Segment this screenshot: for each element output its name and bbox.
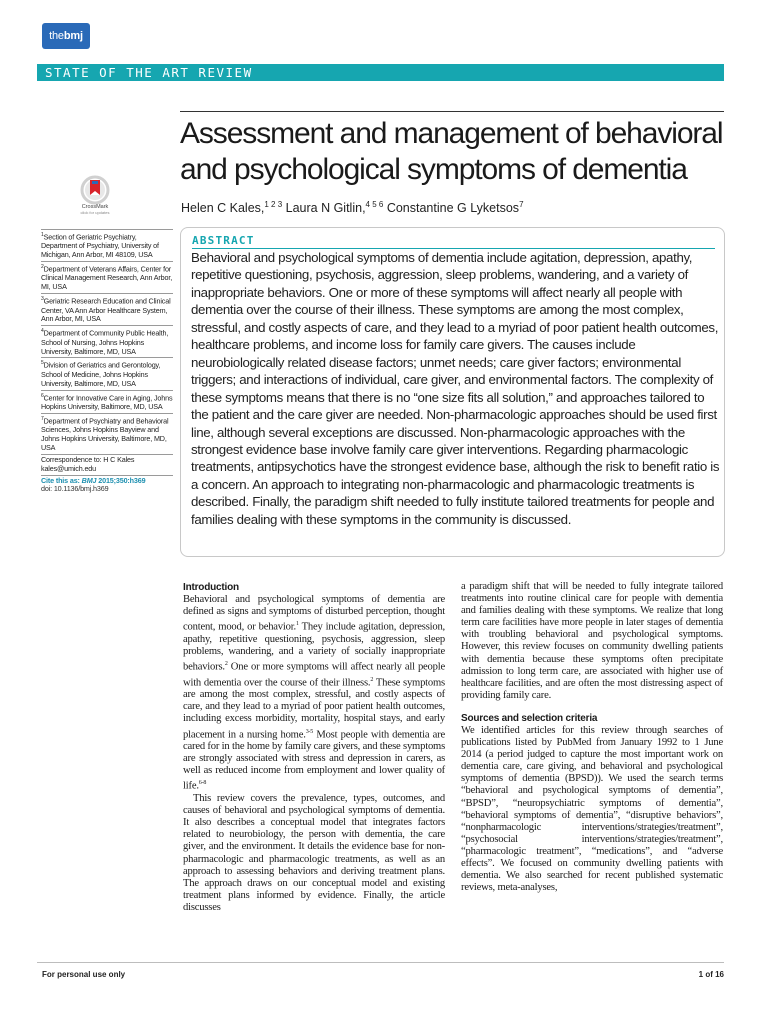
correspondence-email[interactable]: kales@umich.edu [41,463,96,473]
citation-ref: 2 [370,676,374,683]
affiliations-sidebar [41,229,173,494]
section-heading-sources: Sources and selection criteria [461,712,598,724]
section-heading-introduction: Introduction [183,582,239,593]
paragraph: This review covers the prevalence, types, outcomes, and causes of behavioral and psychological symptoms of dementia. It also describes a conceptual model that integrates factors related to neurobiology, the person with dementia, the care giver, and the environment. It details the evidence base for non-pharmacologic and pharmacologic treatments, as well as an approach to assessing behaviors and deriving treatment plans. The approach draws on our conceptual model and existing treatment plans informed by evidence. Finally, the article discusses [183,793,445,913]
cite-journal: BMJ [81,475,97,485]
abstract-heading: ABSTRACT [192,234,255,247]
affiliation-item: $^2$Department of Veterans Affairs, Center for Clinical Management Research, Ann Arbor, MI, USA [41,261,173,292]
correspondence-label: Correspondence to: [41,454,102,464]
citation-ref: 2 [224,661,228,667]
paragraph: We identified articles for this review through searches of publications listed by PubMed from January 1992 to 1 June 2014 (a period judged to capture the most important work on dementia care, care giving, and behavioral and psychological symptoms of dementia (BPSD)). We used the search terms “behavioral and psychological symptoms of dementia”, “BPSD”, “neuropsychiatric symptoms of dementia”, “behavioral symptoms of dementia”, “disruptive behaviors”, “nonpharmacologic interventions/strategies/treatment”, “psychosocial interventions/strategies/treatment”, “pharmacologic treatment”, “medications”, and “adverse effects”. We focused on community dwelling patients with dementia. We also searched for recent published systematic reviews, meta-analyses, [461,724,723,894]
author-affiliation-ref: 7 [519,200,524,209]
citation-ref: 3-5 [305,728,314,735]
author-name: Laura N Gitlin, [282,201,366,216]
author-list [181,200,741,215]
author-affiliation-ref: 1 2 3 [264,200,283,209]
abstract-text: Behavioral and psychological symptoms of dementia include agitation, depression, apathy, repetitive questioning, psychosis, aggression, sleep problems, wandering, and a variety of inappropriate behaviors. One or more of these symptoms will affect nearly all people with dementia over the course of their illness. These symptoms are among the most complex, stressful, and costly aspects of care, and they lead to a myriad of poor patient health outcomes, healthcare problems, and income loss for family care givers. The causes include neurobiologically related disease factors; unmet needs; care giver factors; environmental triggers; and interactions of individual, care giver, and environmental factors. The complexity of these symptoms means that there is no “one size fits all solution,” and approaches tailored to the patient and the care giver are needed. Non-pharmacologic approaches should be used first line, although several exceptions are discussed. Non-pharmacologic approaches with the strongest evidence base involve family care giver interventions. Regarding pharmacologic treatments, antipsychotics have the strongest evidence base, although the risk to benefit ratio is a concern. An approach to integrating non-pharmacologic and pharmacologic treatments is described. Finally, the paradigm shift needed to fully institute tailored treatments for people and families dealing with these symptoms in the community is discussed. [191,250,720,527]
author-name: Constantine G Lyketsos [383,201,520,216]
article-type-label: STATE OF THE ART REVIEW [45,65,253,80]
affiliation-item: $^3$Geriatric Research Education and Clinical Center, VA Ann Arbor Healthcare System, Ann Arbor, MI, USA [41,293,173,324]
author-name: Helen C Kales, [181,201,265,216]
correspondence-name: H C Kales [103,454,135,464]
affiliation-item: $^7$Department of Psychiatry and Behavioral Sciences, Johns Hopkins Bayview and Johns Hopkins University, Baltimore, MD, USA [41,413,173,453]
article-title: Assessment and management of behavioral and psychological symptoms of dementia [180,117,723,186]
cite-label: Cite this as: [41,475,80,485]
correspondence [41,454,173,474]
author-affiliation-ref: 4 5 6 [365,200,384,209]
affiliation-item: $^4$Department of Community Public Health, School of Nursing, Johns Hopkins University, Baltimore, MD, USA [41,325,173,356]
citation-ref: 1 [295,621,299,628]
doi[interactable]: doi: 10.1136/bmj.h369 [41,484,109,494]
title-rule [180,111,724,112]
affiliation-item: $^6$Center for Innovative Care in Aging, Johns Hopkins University, Baltimore, MD, USA [41,390,173,412]
affiliation-item: $^5$Division of Geriatrics and Gerontology, School of Medicine, Johns Hopkins University, Baltimore, MD, USA [41,357,173,388]
crossmark-label[interactable]: CrossMark click for updates [80,204,110,215]
affiliation-item: $^1$Section of Geriatric Psychiatry, Department of Psychiatry, University of Michigan, Ann Arbor, MI 48109, USA [41,229,173,260]
journal-logo[interactable]: thebmj [42,23,90,49]
body-column-1 [183,581,445,914]
paragraph: a paradigm shift that will be needed to fully integrate tailored treatments into routine clinical care for people with dementia and families dealing with these symptoms. We realize that long term care facilities have more people in later stages of dementia with troubling behavioral and psychological symptoms. However, this review focuses on community dwelling patients with dementia because these symptoms often precipitate admission to long term care, are associated with higher use of healthcare facilities, and are often the most distressing aspect of providing family care. [461,581,723,701]
citation-ref: 6-8 [198,780,207,787]
article-type-banner [37,64,724,81]
footer-rule [37,962,724,963]
page-number: 1 of 16 [698,970,724,979]
footer-usage-note: For personal use only [42,970,126,979]
paragraph: Behavioral and psychological symptoms of dementia are defined as signs and symptoms of disturbed perception, thought content, mood, or behavior.$^1$ They include agitation, depression, apathy, repetitive questioning, psychosis, aggression, sleep problems, wandering, and a variety of socially inappropriate behaviors.$^2$ One or more symptoms will affect nearly all people with dementia over the course of their illness.$^2$ These symptoms are among the most complex, stressful, and costly aspects of care, and they lead to a myriad of poor patient health outcomes, including excess morbidity, mortality, hospital stays, and early placement in a nursing home.$^{3-5}$ Most people with dementia are cared for in the home by family care givers, and these symptoms are strongly associated with stress and depression in carers, as well as reduced income from employment and lower quality of life.$^{6-8}$ [183,594,446,792]
body-column-2 [461,581,723,894]
cite-ref: 2015;350:h369 [98,475,146,485]
